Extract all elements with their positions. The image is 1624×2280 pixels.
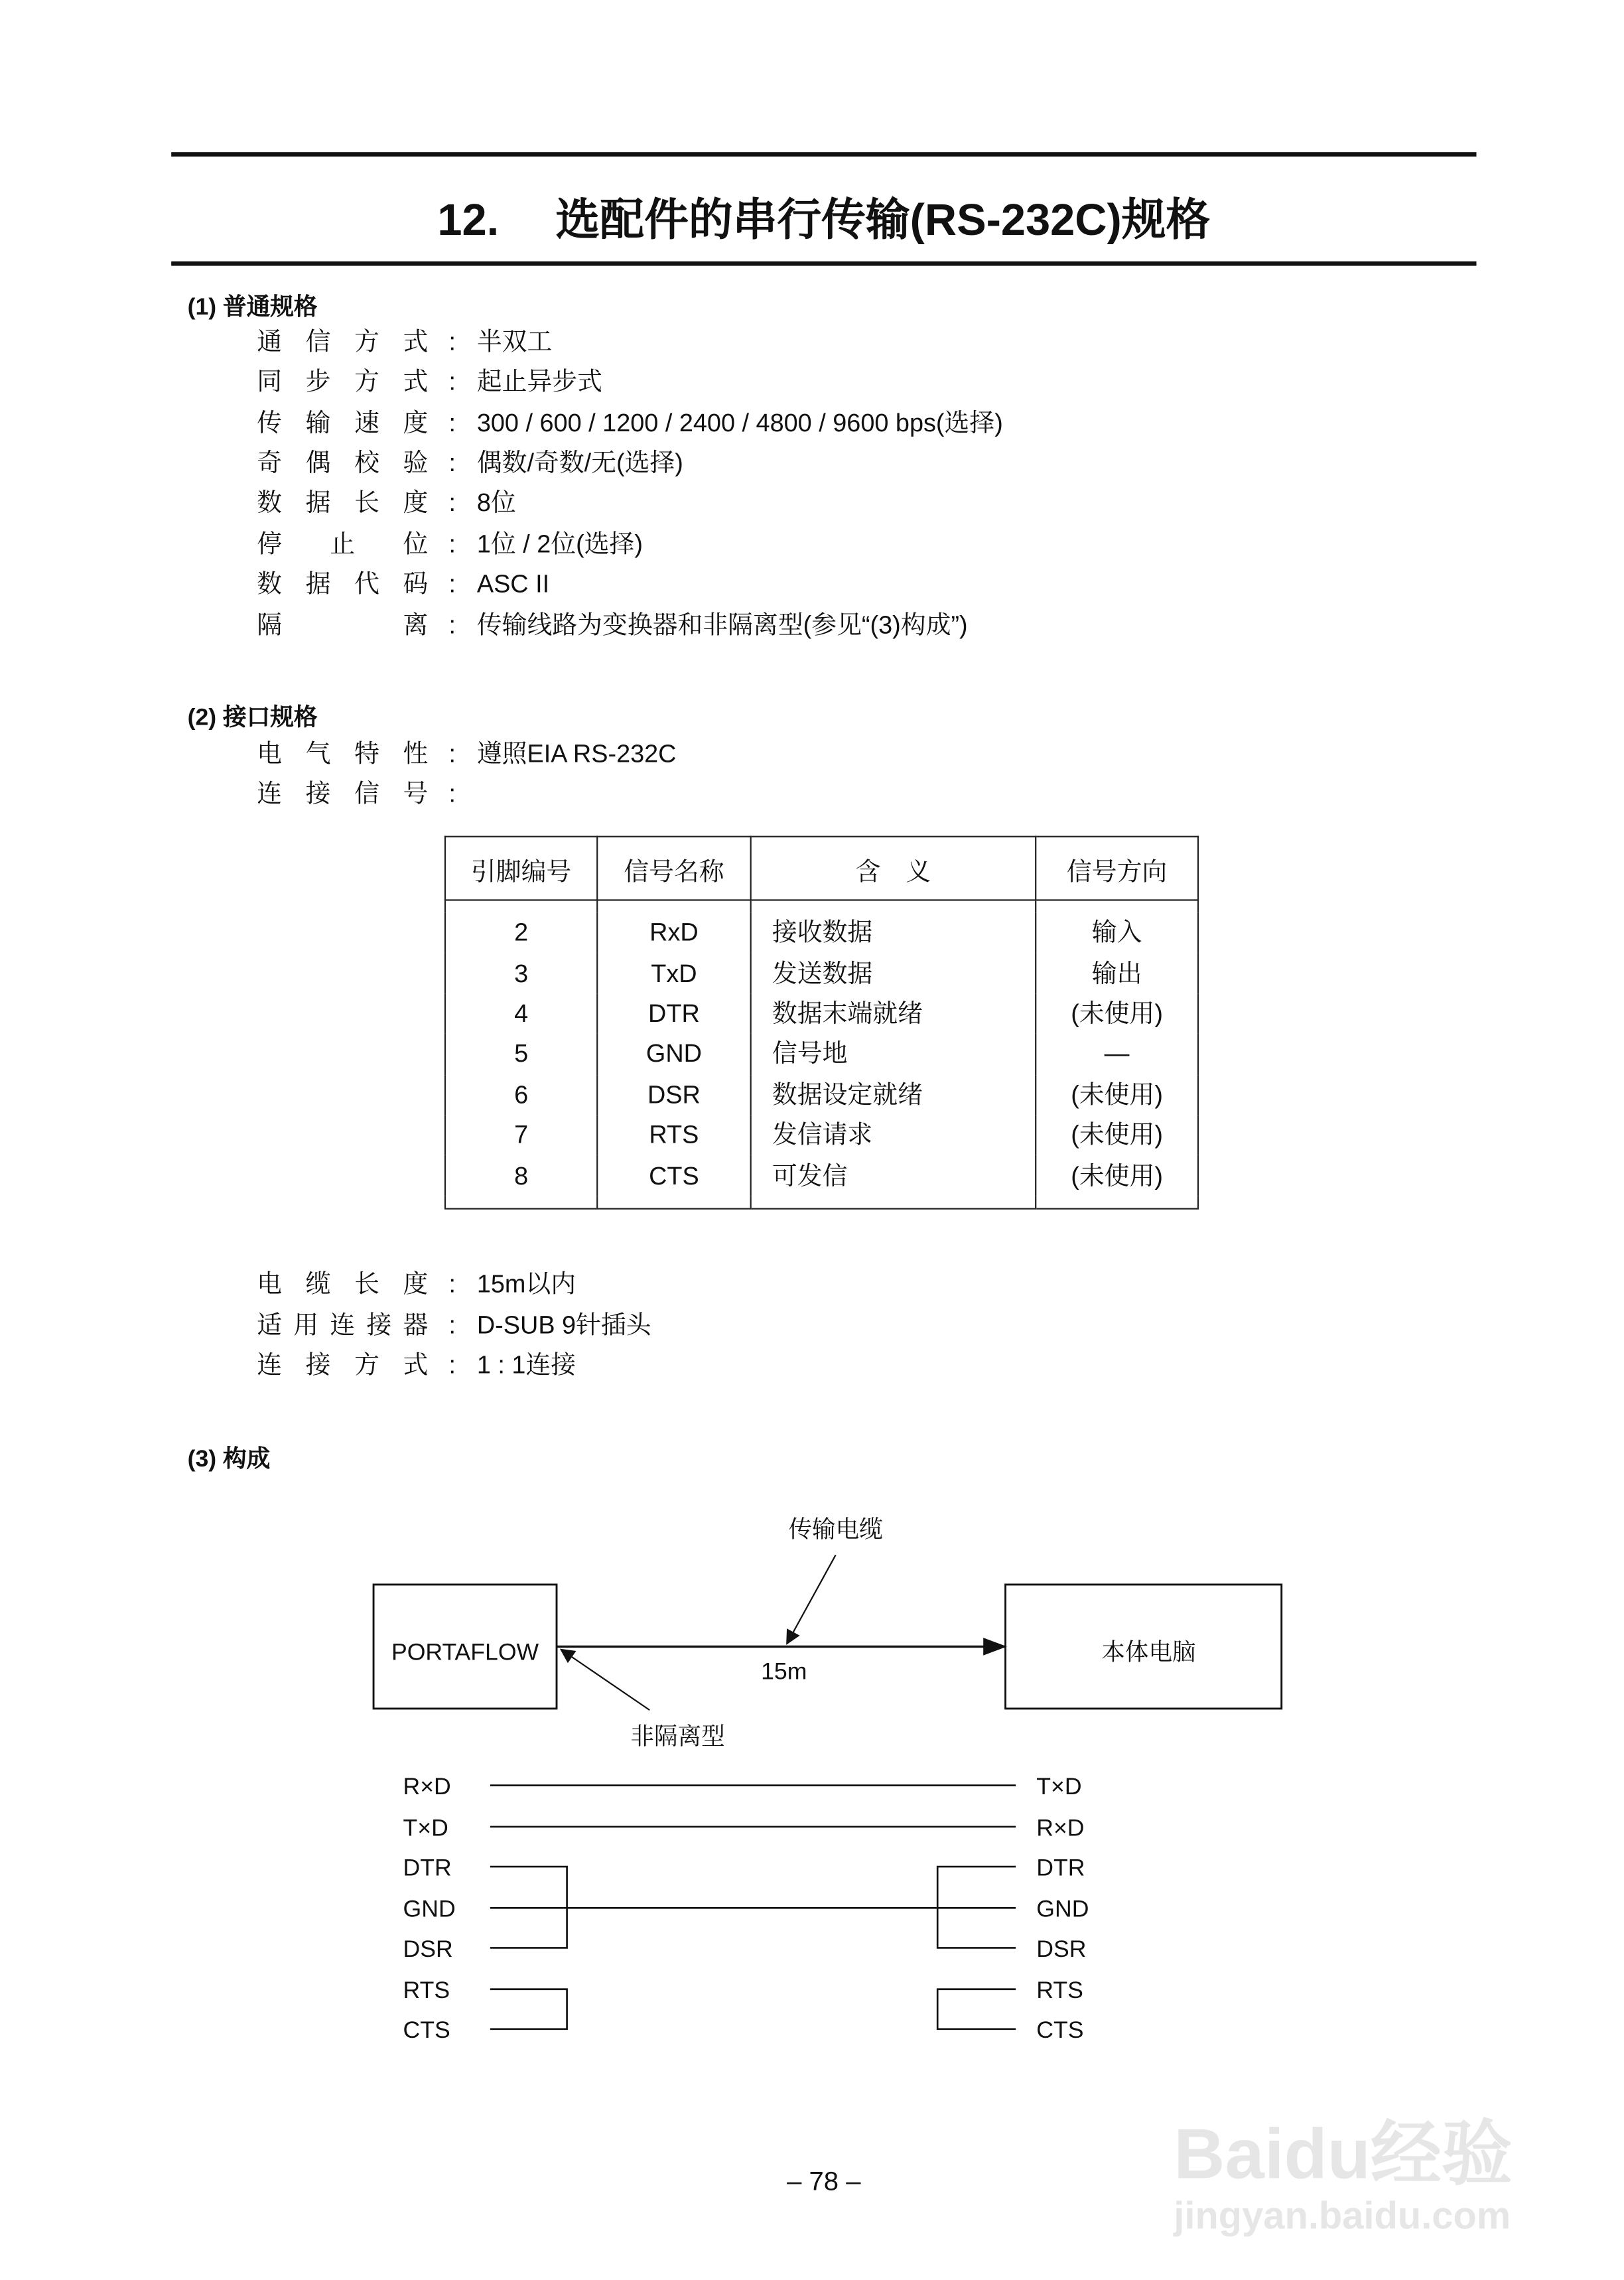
- page-title: 12. 选配件的串行传输(RS-232C)规格: [437, 196, 1211, 246]
- wire-label-left: CTS: [403, 2017, 450, 2044]
- col-header-direction: 信号方向: [1036, 837, 1198, 900]
- cell-meaning: 发送数据: [751, 953, 1036, 993]
- spec-label: 连接信号: [257, 780, 429, 808]
- cell-signal: DSR: [597, 1074, 750, 1115]
- spec-label: 数据代码: [257, 570, 429, 599]
- colon: :: [448, 739, 456, 768]
- col-header-signal: 信号名称: [597, 837, 750, 900]
- spec-value: 半双工: [476, 328, 553, 356]
- cell-meaning: 数据末端就绪: [751, 993, 1036, 1034]
- spec-value: 15m以内: [476, 1269, 576, 1299]
- wire-label-left: RTS: [403, 1977, 450, 2004]
- spec-label: 电气特性: [257, 739, 429, 768]
- colon: :: [448, 409, 456, 437]
- length-label: 15m: [761, 1658, 807, 1685]
- spec-value: 传输线路为变换器和非隔离型(参见“(3)构成”): [476, 611, 968, 640]
- colon: :: [448, 488, 456, 517]
- cell-signal: DTR: [597, 993, 750, 1034]
- spec-value: 300 / 600 / 1200 / 2400 / 4800 / 9600 bps(选择): [476, 409, 1003, 437]
- spec-label: 连接方式: [257, 1351, 429, 1380]
- wire-label-right: GND: [1036, 1895, 1089, 1922]
- section-heading-interface: (2) 接口规格: [187, 705, 318, 731]
- colon: :: [448, 368, 456, 396]
- watermark-brand: Baidu经验: [1174, 2116, 1513, 2195]
- spec-value: 起止异步式: [476, 368, 603, 396]
- colon: :: [448, 570, 456, 599]
- cell-meaning: 信号地: [751, 1034, 1036, 1074]
- isolation-pointer-arrow: [561, 1650, 650, 1710]
- cable-pointer-arrow: [787, 1555, 835, 1644]
- cell-direction: —: [1036, 1034, 1198, 1074]
- wire-label-left: GND: [403, 1895, 456, 1922]
- section-heading-config: (3) 构成: [187, 1447, 271, 1472]
- spec-value: D-SUB 9针插头: [476, 1311, 651, 1340]
- spec-label: 奇偶校验: [257, 449, 429, 477]
- spec-label: 数据长度: [257, 488, 429, 517]
- spec-value: ASC II: [476, 570, 550, 599]
- cell-meaning: 接收数据: [751, 912, 1036, 953]
- cell-pin: 4: [445, 993, 597, 1034]
- spec-value: 1位 / 2位(选择): [476, 530, 643, 559]
- cell-pin: 7: [445, 1115, 597, 1155]
- wire-label-right: CTS: [1036, 2017, 1084, 2044]
- cell-pin: 5: [445, 1034, 597, 1074]
- spec-value: 8位: [476, 488, 516, 517]
- computer-label: 本体电脑: [1101, 1638, 1196, 1666]
- cell-signal: CTS: [597, 1155, 750, 1196]
- spec-label: 电缆长度: [257, 1269, 429, 1299]
- cell-direction: (未使用): [1036, 993, 1198, 1034]
- colon: :: [448, 780, 456, 808]
- cell-meaning: 数据设定就绪: [751, 1074, 1036, 1115]
- spec-label: 适用连接器: [257, 1311, 429, 1340]
- spec-label: 同步方式: [257, 368, 429, 396]
- watermark-url: jingyan.baidu.com: [1174, 2192, 1511, 2238]
- cell-pin: 3: [445, 953, 597, 993]
- wire-label-right: DSR: [1036, 1935, 1087, 1962]
- wiring-lines: [490, 1786, 1016, 2029]
- section-heading-general: (1) 普通规格: [187, 295, 318, 321]
- colon: :: [448, 328, 456, 356]
- colon: :: [448, 1269, 456, 1299]
- cell-direction: 输入: [1036, 912, 1198, 953]
- cell-pin: 6: [445, 1074, 597, 1115]
- wire-label-left: DSR: [403, 1935, 453, 1962]
- cell-signal: RTS: [597, 1115, 750, 1155]
- wire-label-left: T×D: [403, 1814, 448, 1841]
- spec-label: 停止位: [257, 530, 429, 559]
- cell-direction: (未使用): [1036, 1155, 1198, 1196]
- cell-pin: 2: [445, 912, 597, 953]
- spec-value: 1 : 1连接: [476, 1351, 576, 1380]
- page-number: – 78 –: [787, 2166, 861, 2196]
- colon: :: [448, 530, 456, 559]
- portaflow-label: PORTAFLOW: [391, 1638, 539, 1666]
- cell-direction: 输出: [1036, 953, 1198, 993]
- wire-label-right: DTR: [1036, 1854, 1085, 1881]
- wire-label-right: RTS: [1036, 1977, 1083, 2004]
- colon: :: [448, 611, 456, 640]
- col-header-pin: 引脚编号: [445, 837, 597, 900]
- cable-label: 传输电缆: [788, 1516, 883, 1543]
- spec-label: 通信方式: [257, 328, 429, 356]
- cell-direction: (未使用): [1036, 1074, 1198, 1115]
- colon: :: [448, 1351, 456, 1380]
- cell-signal: GND: [597, 1034, 750, 1074]
- wire-label-right: R×D: [1036, 1814, 1085, 1841]
- wire-label-left: R×D: [403, 1772, 451, 1800]
- isolation-label: 非隔离型: [630, 1723, 725, 1750]
- cell-meaning: 可发信: [751, 1155, 1036, 1196]
- spec-value: 偶数/奇数/无(选择): [476, 449, 683, 477]
- col-header-meaning: 含 义: [751, 837, 1036, 900]
- cell-signal: TxD: [597, 953, 750, 993]
- colon: :: [448, 1311, 456, 1340]
- wire-label-right: T×D: [1036, 1772, 1082, 1800]
- cell-meaning: 发信请求: [751, 1115, 1036, 1155]
- cell-direction: (未使用): [1036, 1115, 1198, 1155]
- wire-label-left: DTR: [403, 1854, 452, 1881]
- spec-label: 传输速度: [257, 409, 429, 437]
- cell-pin: 8: [445, 1155, 597, 1196]
- colon: :: [448, 449, 456, 477]
- spec-label: 隔离: [257, 611, 429, 640]
- cell-signal: RxD: [597, 912, 750, 953]
- spec-value: 遵照EIA RS-232C: [476, 739, 677, 768]
